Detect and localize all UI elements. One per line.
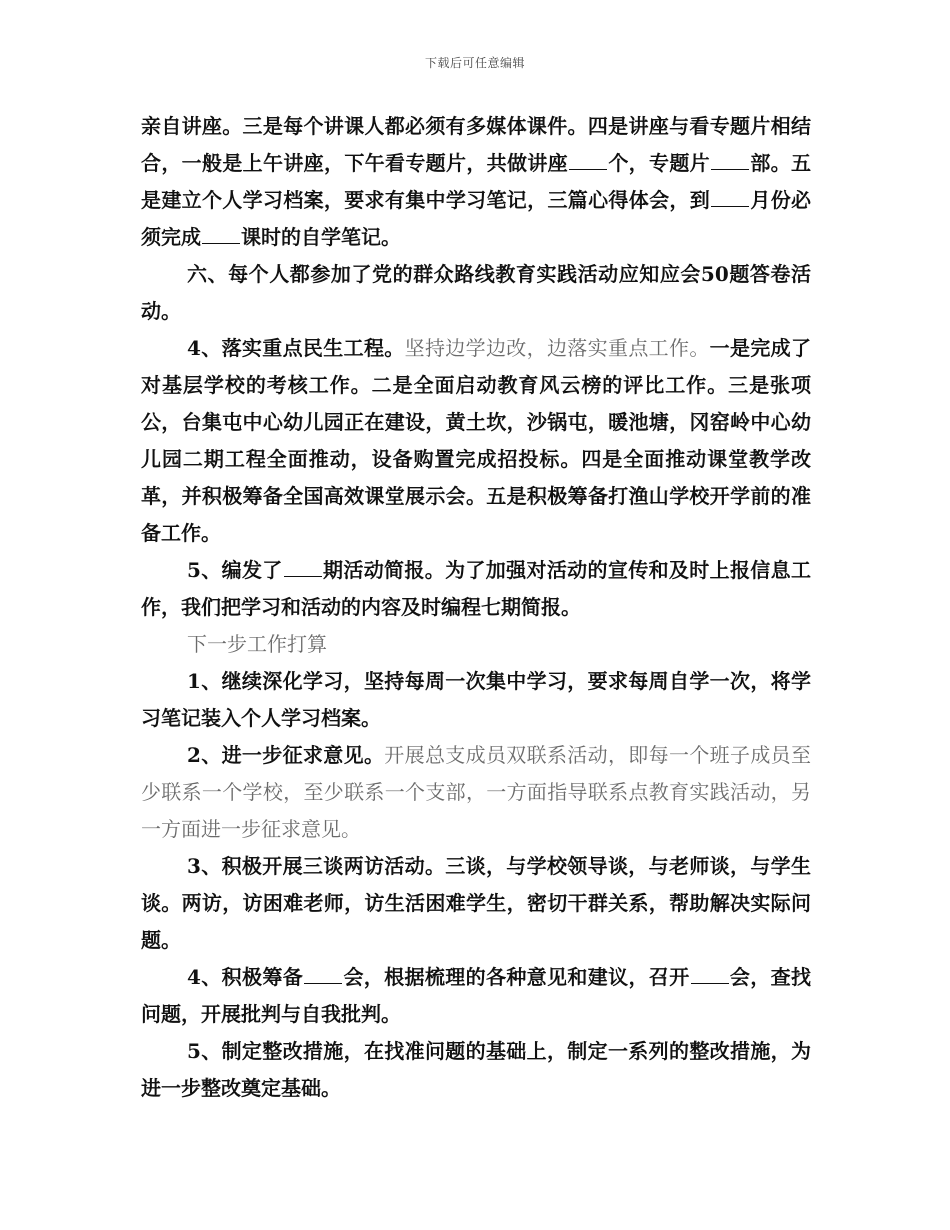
text-run: 5、编发了 bbox=[187, 558, 283, 582]
paragraph-six-quiz: 六、每个人都参加了党的群众路线教育实践活动应知应会50题答卷活动。 bbox=[141, 262, 811, 323]
blank-line bbox=[691, 965, 729, 984]
blank-line bbox=[711, 151, 749, 170]
blank-line bbox=[304, 965, 342, 984]
text-run: 月份必须完成 bbox=[141, 188, 812, 249]
paragraph-rectification: 5、制定整改措施，在找准问题的基础上，制定一系列的整改措施，为进一步整改奠定基础。 bbox=[141, 1039, 811, 1100]
paragraph-solicit-opinions bbox=[141, 737, 811, 848]
paragraph-deepen-study: 1、继续深化学习，坚持每周一次集中学习，要求每周自学一次，将学习笔记装入个人学习档案。 bbox=[141, 669, 811, 730]
blank-line bbox=[711, 188, 749, 207]
text-run: 2、进一步征求意见。 bbox=[187, 743, 385, 767]
text-run: 期活动简报。为了加强对活动的宣传和及时上报信息工作，我们把学习和活动的内容及时编程七期简报。 bbox=[141, 558, 811, 619]
text-run: 一是完成了对基层学校的考核工作。二是全面启动教育风云榜的评比工作。三是张项公，台集屯中心幼儿园正在建设，黄土坎，沙锅屯，暖池塘，冈窑岭中心幼儿园二期工程全面推动，设备购置完成招投标。四是全面推动课堂教学改革，并积极筹备全国高效课堂展示会。五是积极筹备打渔山学校开学前的准备工作。 bbox=[141, 336, 812, 545]
blank-line bbox=[284, 558, 322, 577]
paragraph-continued-lectures bbox=[141, 108, 811, 256]
text-run: 4、落实重点民生工程。 bbox=[187, 336, 405, 360]
text-run: 部。五是建立个人学习档案，要求有集中学习笔记，三篇心得体会，到 bbox=[141, 151, 812, 212]
text-run: 个，专题片 bbox=[608, 151, 710, 175]
text-run: 课时的自学笔记。 bbox=[241, 225, 401, 249]
text-run: 4、积极筹备 bbox=[187, 965, 304, 989]
document-body bbox=[141, 108, 811, 1107]
text-run-light: 坚持边学边改，边落实重点工作。 bbox=[404, 336, 710, 360]
section-heading-next-steps: 下一步工作打算 bbox=[187, 632, 327, 656]
paragraph-prepare-meeting bbox=[141, 959, 811, 1033]
text-run: 会，查找问题，开展批判与自我批判。 bbox=[141, 965, 812, 1026]
text-run: 亲自讲座。三是每个讲课人都必须有多媒体课件。四是讲座与看专题片相结合，一般是上午讲座，下午看专题片，共做讲座 bbox=[141, 114, 811, 175]
paragraph-livelihood-projects bbox=[141, 330, 811, 552]
page-header: 下载后可任意编辑 bbox=[424, 56, 525, 70]
blank-line bbox=[569, 151, 607, 170]
paragraph-bulletins bbox=[141, 552, 811, 626]
blank-line bbox=[202, 225, 240, 244]
paragraph-talks-visits: 3、积极开展三谈两访活动。三谈，与学校领导谈，与老师谈，与学生谈。两访，访困难老师，访生活困难学生，密切干群关系，帮助解决实际问题。 bbox=[141, 854, 811, 952]
text-run: 会，根据梳理的各种意见和建议，召开 bbox=[343, 965, 690, 989]
text-run-light: 开展总支成员双联系活动，即每一个班子成员至少联系一个学校，至少联系一个支部，一方面指导联系点教育实践活动，另一方面进一步征求意见。 bbox=[141, 743, 811, 841]
